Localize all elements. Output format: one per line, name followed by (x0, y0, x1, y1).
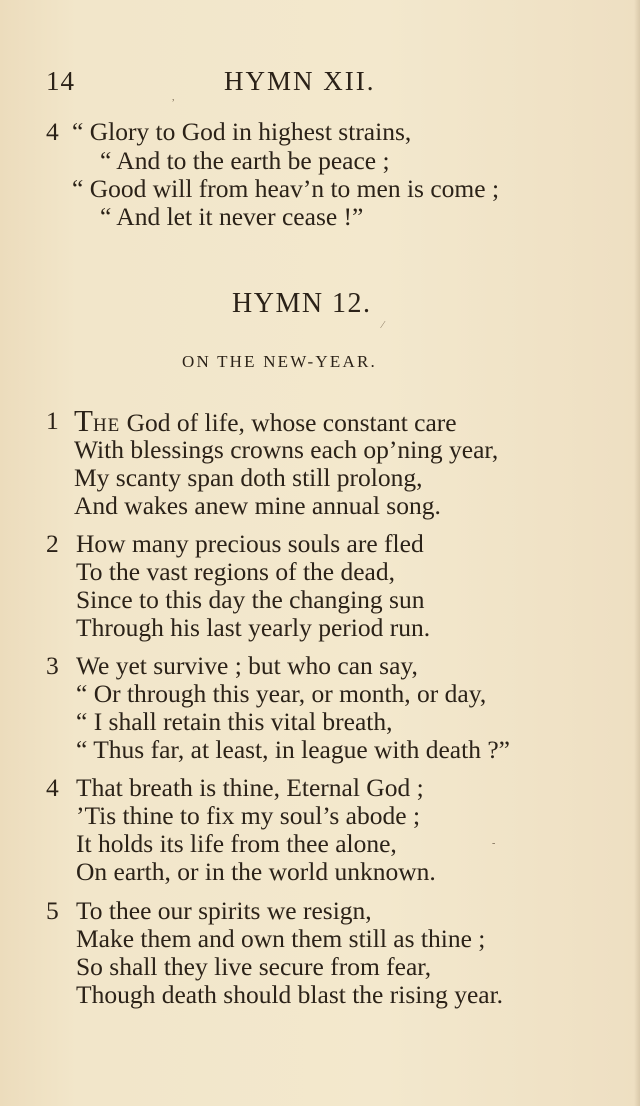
verse-line: On earth, or in the world unknown. (76, 857, 436, 886)
verse-number: 4 (46, 773, 59, 802)
first-line-rest: God of life, whose constant care (120, 408, 457, 437)
verse-line: Though death should blast the rising year. (76, 980, 504, 1009)
verse-line: Since to this day the changing sun (76, 585, 425, 614)
verse-line: “ Or through this year, or month, or day, (76, 679, 487, 708)
verse-line: “ Glory to God in highest strains, (72, 117, 412, 146)
verse-line: “ Good will from heav’n to men is come ; (72, 174, 500, 203)
drop-cap: T (74, 403, 93, 438)
verse-number: 1 (46, 406, 59, 435)
page-edge-shadow (634, 0, 640, 1106)
verse-line: To the vast regions of the dead, (76, 557, 395, 586)
small-caps: HE (92, 415, 121, 436)
verse-line: To thee our spirits we resign, (76, 896, 372, 925)
verse-line: So shall they live secure from fear, (76, 952, 432, 981)
verse-number: 3 (46, 651, 59, 680)
print-speck: , (172, 92, 175, 103)
verse-line: With blessings crowns each op’ning year, (74, 435, 499, 464)
print-speck: ⁄ (382, 320, 384, 331)
verse-line: And wakes anew mine annual song. (74, 491, 441, 520)
verse-number: 2 (46, 529, 59, 558)
running-head: HYMN XII. (224, 66, 376, 96)
verse-number: 4 (46, 117, 59, 146)
verse-line: “ I shall retain this vital breath, (76, 707, 393, 736)
verse-line: How many precious souls are fled (76, 529, 424, 558)
verse-line: It holds its life from thee alone, (76, 829, 397, 858)
verse-line: “ And let it never cease !” (100, 202, 364, 231)
verse-line: “ And to the earth be peace ; (100, 146, 390, 175)
verse-line: We yet survive ; but who can say, (76, 651, 418, 680)
verse-line: That breath is thine, Eternal God ; (76, 773, 424, 802)
verse-line: My scanty span doth still prolong, (74, 463, 423, 492)
hymn-subtitle: ON THE NEW-YEAR. (182, 352, 377, 371)
verse-line: Make them and own them still as thine ; (76, 924, 486, 953)
verse-line: ’Tis thine to fix my soul’s abode ; (76, 801, 421, 830)
verse-number: 5 (46, 896, 59, 925)
page-number: 14 (46, 66, 75, 96)
hymn-title: HYMN 12. (232, 288, 372, 319)
verse-line: “ Thus far, at least, in league with death ?” (76, 735, 510, 764)
print-speck: - (492, 838, 496, 849)
verse-line: Through his last yearly period run. (76, 613, 431, 642)
